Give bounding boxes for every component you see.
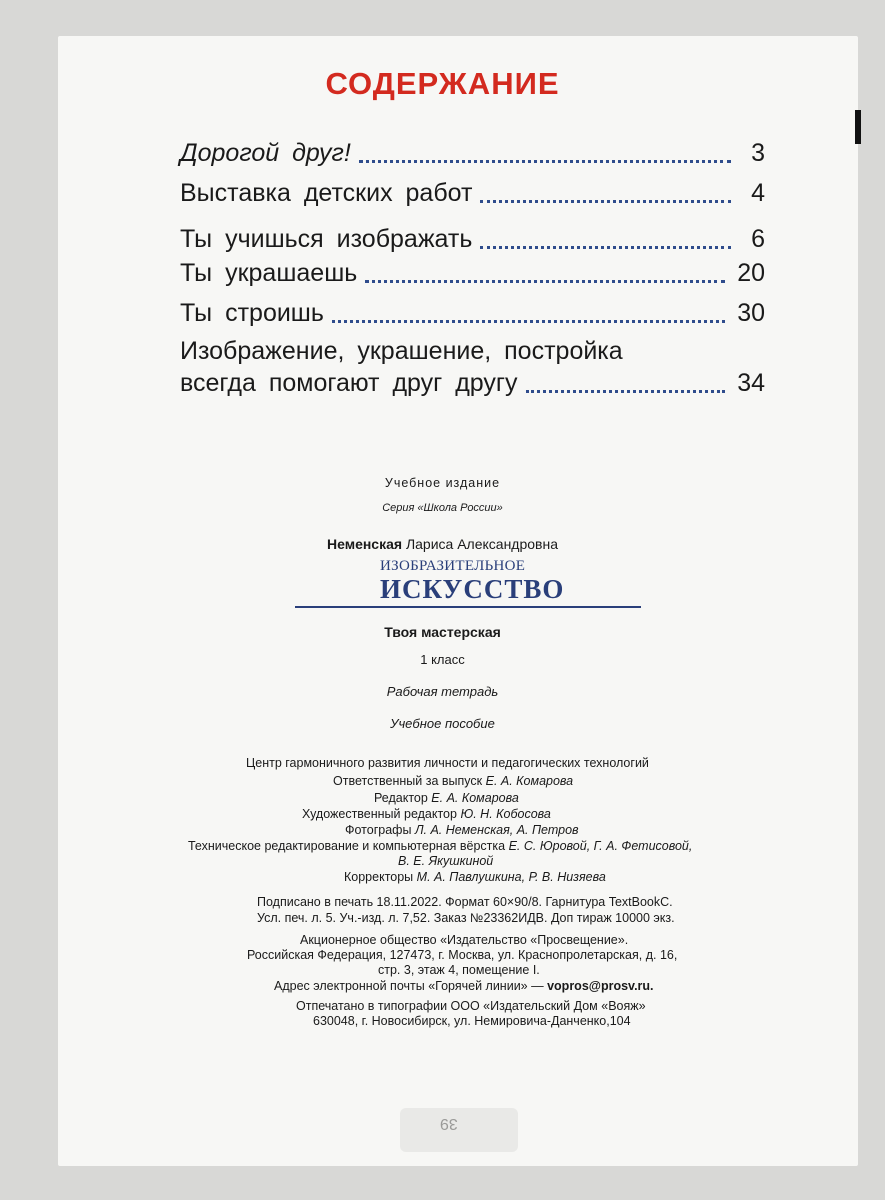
toc-entry-page: 6 — [751, 225, 765, 253]
toc-entry-page: 30 — [737, 299, 765, 327]
toc-entry[interactable] — [180, 368, 765, 398]
credit-line: Художественный редактор Ю. Н. Кобосова — [302, 807, 551, 821]
book-type-workbook: Рабочая тетрадь — [386, 684, 499, 699]
toc-entry-page: 3 — [751, 139, 765, 167]
hotline: Адрес электронной почты «Горячей линии» — vopros@prosv.ru. — [274, 979, 654, 993]
leader-dots — [332, 319, 725, 323]
printer-line-2: 630048, г. Новосибирск, ул. Немировича-Данченко,104 — [313, 1014, 631, 1028]
leader-dots — [365, 279, 725, 283]
credit-line: Фотографы Л. А. Неменская, А. Петров — [345, 823, 579, 837]
toc-entry[interactable] — [180, 298, 765, 328]
page-number-box — [400, 1108, 518, 1152]
toc-entry-label: Ты строишь — [180, 299, 324, 327]
print-info-1: Подписано в печать 18.11.2022. Формат 60×90/8. Гарнитура TextBookC. — [257, 895, 673, 909]
author-surname: Неменская — [327, 536, 403, 552]
toc-entry-label: Дорогой друг! — [180, 139, 351, 167]
toc-entry-label-line1: Изображение, украшение, постройка — [180, 337, 623, 365]
toc-entry[interactable] — [180, 178, 765, 208]
print-info-2: Усл. печ. л. 5. Уч.-изд. л. 7,52. Заказ №23362ИДВ. Доп тираж 10000 экз. — [257, 911, 675, 925]
logo-line2: ИСКУССТВО — [380, 574, 565, 604]
toc-entry-label: Выставка детских работ — [180, 179, 473, 207]
publisher-line-1: Акционерное общество «Издательство «Просвещение». — [300, 933, 629, 947]
credit-line: Ответственный за выпуск Е. А. Комарова — [333, 774, 574, 788]
leader-dots — [359, 159, 731, 163]
publisher-center: Центр гармоничного развития личности и педагогических технологий — [246, 756, 649, 770]
credit-line: В. Е. Якушкиной — [398, 854, 494, 868]
logo-rule — [295, 606, 641, 608]
author — [0, 536, 885, 552]
toc-entry-page: 20 — [737, 259, 765, 287]
credit-line: Корректоры М. А. Павлушкина, Р. В. Низяева — [344, 870, 606, 884]
leader-dots — [526, 389, 726, 393]
credit-line: Техническое редактирование и компьютерная вёрстка Е. С. Юровой, Г. А. Фетисовой, — [188, 839, 693, 853]
leader-dots — [480, 199, 731, 203]
toc-entry-label: Ты учишься изображать — [180, 225, 473, 253]
publisher-line-3: стр. 3, этаж 4, помещение I. — [378, 963, 540, 977]
leader-dots — [480, 245, 731, 249]
toc-title: СОДЕРЖАНИЕ — [325, 66, 560, 101]
binding-edge — [855, 110, 861, 144]
edition-type: Учебное издание — [384, 476, 501, 490]
toc-entry[interactable] — [180, 138, 765, 168]
book-type-manual: Учебное пособие — [390, 716, 495, 731]
toc-entry-label: Ты украшаешь — [180, 259, 358, 287]
logo-line1: ИЗОБРАЗИТЕЛЬНОЕ — [380, 558, 526, 574]
page-number: 39 — [440, 1115, 458, 1132]
hotline-email[interactable]: vopros@prosv.ru. — [547, 979, 654, 993]
series: Серия «Школа России» — [382, 502, 503, 514]
credit-line: Редактор Е. А. Комарова — [374, 791, 519, 805]
toc-entry-page: 34 — [737, 369, 765, 397]
toc-entry[interactable] — [180, 258, 765, 288]
toc-entry-page: 4 — [751, 179, 765, 207]
publisher-line-2: Российская Федерация, 127473, г. Москва, ул. Краснопролетарская, д. 16, — [247, 948, 678, 962]
subtitle: Твоя мастерская — [384, 624, 501, 640]
author-name: Лариса Александровна — [405, 536, 558, 552]
toc-entry-label: всегда помогают друг другу — [180, 369, 518, 397]
toc-entry[interactable] — [180, 224, 765, 254]
grade: 1 класс — [420, 652, 465, 667]
printer-line-1: Отпечатано в типографии ООО «Издательский Дом «Вояж» — [296, 999, 646, 1013]
